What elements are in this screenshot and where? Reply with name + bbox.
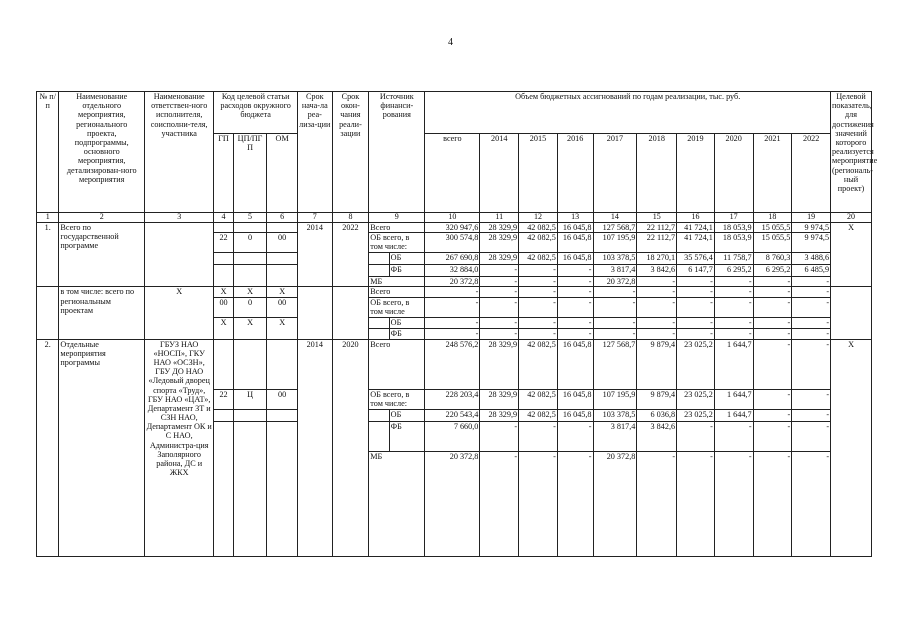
col-year-header: 2019 bbox=[677, 134, 715, 213]
start-year bbox=[297, 287, 332, 339]
value-cell: 6 485,9 bbox=[792, 265, 831, 277]
value-cell: 28 329,9 bbox=[480, 253, 519, 265]
source-cell: ОБ всего, в том числе bbox=[369, 297, 425, 317]
value-cell: 6 036,8 bbox=[637, 409, 677, 421]
source-cell: ОБ всего, в том числе: bbox=[369, 233, 425, 253]
value-cell: 320 947,6 bbox=[425, 223, 480, 233]
column-number: 2 bbox=[59, 213, 145, 223]
value-cell: - bbox=[425, 297, 480, 317]
source-indent bbox=[369, 328, 389, 339]
value-cell: 6 295,2 bbox=[714, 265, 753, 277]
table-cell bbox=[233, 409, 267, 421]
source-cell: Всего bbox=[369, 287, 425, 297]
gp-code: 22 bbox=[214, 389, 233, 409]
value-cell: - bbox=[753, 297, 792, 317]
value-cell: - bbox=[677, 287, 715, 297]
value-cell: 3 817,4 bbox=[593, 265, 637, 277]
executor-cell: ГБУЗ НАО «НОСП», ГКУ НАО «ОСЗН», ГБУ ДО НАО «Ледовый дворец спорта «Труд», ГБУ НАО «ЦАТ», Департамент ЗТ и СЗН НАО, Департамент ОК и С НАО, Администра-ция Заполярного района, ДС и ЖКХ bbox=[145, 339, 214, 556]
value-cell: 300 574,8 bbox=[425, 233, 480, 253]
source-indent bbox=[369, 421, 389, 451]
table-cell bbox=[214, 265, 233, 287]
value-cell: 42 082,5 bbox=[519, 389, 558, 409]
row-number bbox=[37, 287, 59, 339]
cpg-code: 0 bbox=[233, 297, 267, 317]
value-cell: - bbox=[637, 317, 677, 328]
value-cell: - bbox=[677, 451, 715, 556]
value-cell: - bbox=[677, 328, 715, 339]
value-cell: - bbox=[519, 277, 558, 287]
value-cell: - bbox=[519, 317, 558, 328]
value-cell: 127 568,7 bbox=[593, 223, 637, 233]
col-om-header: ОМ bbox=[267, 134, 298, 213]
value-cell: 11 758,7 bbox=[714, 253, 753, 265]
value-cell: - bbox=[557, 297, 593, 317]
value-cell: 42 082,5 bbox=[519, 223, 558, 233]
value-cell: - bbox=[714, 287, 753, 297]
value-cell: 9 974,5 bbox=[792, 223, 831, 233]
target-cell: Х bbox=[831, 223, 872, 287]
gp-code: 00 bbox=[214, 297, 233, 317]
header-row-1 bbox=[37, 92, 872, 134]
program-name: в том числе: всего по региональным проектам bbox=[59, 287, 145, 339]
value-cell: 22 112,7 bbox=[637, 223, 677, 233]
value-cell: - bbox=[792, 421, 831, 451]
start-year: 2014 bbox=[297, 223, 332, 287]
value-cell: 127 568,7 bbox=[593, 339, 637, 389]
source-cell: ФБ bbox=[389, 328, 425, 339]
value-cell: 20 372,8 bbox=[593, 451, 637, 556]
executor-cell: Х bbox=[145, 287, 214, 339]
value-cell: 20 372,8 bbox=[425, 277, 480, 287]
column-number: 13 bbox=[557, 213, 593, 223]
value-cell: - bbox=[753, 277, 792, 287]
col-gp-header: ГП bbox=[214, 134, 233, 213]
value-cell: - bbox=[480, 317, 519, 328]
source-indent bbox=[369, 317, 389, 328]
end-year: 2020 bbox=[332, 339, 369, 556]
value-cell: 42 082,5 bbox=[519, 409, 558, 421]
value-cell: - bbox=[557, 287, 593, 297]
value-cell: - bbox=[480, 297, 519, 317]
start-year: 2014 bbox=[297, 339, 332, 556]
table-row bbox=[37, 287, 872, 297]
col-volume-header: Объем бюджетных ассигнований по годам реализации, тыс. руб. bbox=[425, 92, 831, 134]
value-cell: 220 543,4 bbox=[425, 409, 480, 421]
column-number: 12 bbox=[519, 213, 558, 223]
col-year-header: 2021 bbox=[753, 134, 792, 213]
value-cell: 248 576,2 bbox=[425, 339, 480, 389]
col-year-header: 2018 bbox=[637, 134, 677, 213]
value-cell: - bbox=[714, 297, 753, 317]
table-cell bbox=[267, 421, 298, 556]
om-code: 00 bbox=[267, 233, 298, 253]
value-cell: - bbox=[792, 451, 831, 556]
value-cell: 28 329,9 bbox=[480, 233, 519, 253]
col-start-header: Срок нача-ла реа-лиза-ции bbox=[297, 92, 332, 213]
value-cell: - bbox=[753, 339, 792, 389]
value-cell: 6 295,2 bbox=[753, 265, 792, 277]
value-cell: 16 045,8 bbox=[557, 389, 593, 409]
table-cell bbox=[267, 265, 298, 287]
value-cell: - bbox=[637, 287, 677, 297]
value-cell: - bbox=[519, 297, 558, 317]
value-cell: - bbox=[792, 328, 831, 339]
value-cell: 15 055,5 bbox=[753, 233, 792, 253]
value-cell: - bbox=[425, 328, 480, 339]
value-cell: - bbox=[480, 421, 519, 451]
column-number: 8 bbox=[332, 213, 369, 223]
value-cell: - bbox=[714, 328, 753, 339]
value-cell: 41 724,1 bbox=[677, 223, 715, 233]
value-cell: 35 576,4 bbox=[677, 253, 715, 265]
value-cell: 16 045,8 bbox=[557, 339, 593, 389]
value-cell: - bbox=[637, 297, 677, 317]
value-cell: - bbox=[792, 277, 831, 287]
column-number: 14 bbox=[593, 213, 637, 223]
value-cell: 1 644,7 bbox=[714, 409, 753, 421]
code-x: Х bbox=[214, 287, 233, 297]
value-cell: - bbox=[425, 287, 480, 297]
om-code: 00 bbox=[267, 389, 298, 409]
value-cell: 15 055,5 bbox=[753, 223, 792, 233]
table-cell bbox=[267, 409, 298, 421]
value-cell: 9 879,4 bbox=[637, 339, 677, 389]
value-cell: 228 203,4 bbox=[425, 389, 480, 409]
value-cell: - bbox=[593, 297, 637, 317]
code-cell bbox=[233, 223, 267, 233]
value-cell: 16 045,8 bbox=[557, 223, 593, 233]
value-cell: 23 025,2 bbox=[677, 409, 715, 421]
om-code: 00 bbox=[267, 297, 298, 317]
value-cell: 42 082,5 bbox=[519, 233, 558, 253]
table-cell bbox=[214, 253, 233, 265]
source-cell: ОБ bbox=[389, 253, 425, 265]
col-source-header: Источник финанси-рования bbox=[369, 92, 425, 213]
value-cell: - bbox=[480, 451, 519, 556]
value-cell: - bbox=[753, 317, 792, 328]
col-cpg-header: ЦП/ПГ П bbox=[233, 134, 267, 213]
code-x: Х bbox=[267, 317, 298, 339]
value-cell: - bbox=[557, 421, 593, 451]
value-cell: 32 884,0 bbox=[425, 265, 480, 277]
column-number: 16 bbox=[677, 213, 715, 223]
value-cell: - bbox=[753, 328, 792, 339]
value-cell: - bbox=[519, 287, 558, 297]
value-cell: - bbox=[792, 389, 831, 409]
value-cell: 3 817,4 bbox=[593, 421, 637, 451]
value-cell: - bbox=[557, 317, 593, 328]
value-cell: 16 045,8 bbox=[557, 253, 593, 265]
column-number: 6 bbox=[267, 213, 298, 223]
value-cell: 6 147,7 bbox=[677, 265, 715, 277]
col-target-header: Целевой показатель, для достижения значений которого реализуется мероприятие (региональ-ный проект) bbox=[831, 92, 872, 213]
value-cell: 41 724,1 bbox=[677, 233, 715, 253]
value-cell: 3 842,6 bbox=[637, 421, 677, 451]
value-cell: 28 329,9 bbox=[480, 339, 519, 389]
value-cell: 28 329,9 bbox=[480, 389, 519, 409]
value-cell: - bbox=[557, 265, 593, 277]
value-cell: - bbox=[519, 328, 558, 339]
value-cell: - bbox=[557, 451, 593, 556]
value-cell: - bbox=[637, 277, 677, 287]
source-indent bbox=[369, 253, 389, 265]
value-cell: - bbox=[519, 265, 558, 277]
column-number: 18 bbox=[753, 213, 792, 223]
value-cell: 42 082,5 bbox=[519, 339, 558, 389]
value-cell: 103 378,5 bbox=[593, 409, 637, 421]
executor-cell bbox=[145, 223, 214, 287]
value-cell: - bbox=[792, 339, 831, 389]
value-cell: - bbox=[637, 451, 677, 556]
source-cell: Всего bbox=[369, 223, 425, 233]
value-cell: - bbox=[519, 451, 558, 556]
value-cell: - bbox=[753, 451, 792, 556]
value-cell: 3 842,6 bbox=[637, 265, 677, 277]
col-num-header: № п/п bbox=[37, 92, 59, 213]
value-cell: 28 329,9 bbox=[480, 409, 519, 421]
program-name: Всего по государственной программе bbox=[59, 223, 145, 287]
code-x: Х bbox=[267, 287, 298, 297]
table-cell bbox=[233, 421, 267, 556]
row-number: 2. bbox=[37, 339, 59, 556]
table-cell bbox=[233, 253, 267, 265]
value-cell: 18 053,9 bbox=[714, 233, 753, 253]
value-cell: - bbox=[792, 287, 831, 297]
col-year-header: 2014 bbox=[480, 134, 519, 213]
cpg-code: Ц bbox=[233, 389, 267, 409]
value-cell: 3 488,6 bbox=[792, 253, 831, 265]
column-number: 19 bbox=[792, 213, 831, 223]
value-cell: - bbox=[677, 317, 715, 328]
col-year-header: 2015 bbox=[519, 134, 558, 213]
page-number: 4 bbox=[448, 37, 453, 48]
value-cell: 1 644,7 bbox=[714, 339, 753, 389]
value-cell: - bbox=[792, 317, 831, 328]
value-cell: - bbox=[714, 277, 753, 287]
value-cell: 16 045,8 bbox=[557, 409, 593, 421]
value-cell: - bbox=[753, 421, 792, 451]
code-cell bbox=[267, 223, 298, 233]
code-cell bbox=[233, 339, 267, 389]
value-cell: - bbox=[480, 328, 519, 339]
source-cell: ФБ bbox=[389, 421, 425, 451]
target-cell bbox=[831, 287, 872, 339]
column-number: 7 bbox=[297, 213, 332, 223]
end-year bbox=[332, 287, 369, 339]
column-number: 9 bbox=[369, 213, 425, 223]
value-cell: 7 660,0 bbox=[425, 421, 480, 451]
column-number: 3 bbox=[145, 213, 214, 223]
col-year-header: 2020 bbox=[714, 134, 753, 213]
col-year-header: 2016 bbox=[557, 134, 593, 213]
budget-table bbox=[36, 91, 878, 557]
table-cell bbox=[267, 253, 298, 265]
value-cell: 20 372,8 bbox=[593, 277, 637, 287]
source-indent bbox=[369, 409, 389, 421]
column-number: 20 bbox=[831, 213, 872, 223]
code-cell bbox=[267, 339, 298, 389]
table-cell bbox=[214, 409, 233, 421]
value-cell: - bbox=[753, 409, 792, 421]
source-cell: ОБ bbox=[389, 317, 425, 328]
source-indent bbox=[369, 265, 389, 277]
value-cell: 20 372,8 bbox=[425, 451, 480, 556]
value-cell: - bbox=[557, 328, 593, 339]
code-x: Х bbox=[233, 287, 267, 297]
source-cell: ОБ bbox=[389, 409, 425, 421]
table-row bbox=[37, 339, 872, 389]
value-cell: - bbox=[714, 451, 753, 556]
source-cell: ОБ всего, в том числе: bbox=[369, 389, 425, 409]
value-cell: - bbox=[753, 389, 792, 409]
value-cell: - bbox=[753, 287, 792, 297]
table-row bbox=[37, 223, 872, 233]
value-cell: 18 270,1 bbox=[637, 253, 677, 265]
value-cell: - bbox=[714, 317, 753, 328]
code-x: Х bbox=[214, 317, 233, 339]
row-number: 1. bbox=[37, 223, 59, 287]
col-total-header: всего bbox=[425, 134, 480, 213]
end-year: 2022 bbox=[332, 223, 369, 287]
column-number: 15 bbox=[637, 213, 677, 223]
table-cell bbox=[233, 265, 267, 287]
value-cell: - bbox=[593, 317, 637, 328]
value-cell: - bbox=[714, 421, 753, 451]
column-number: 17 bbox=[714, 213, 753, 223]
table-cell bbox=[214, 421, 233, 556]
value-cell: 103 378,5 bbox=[593, 253, 637, 265]
value-cell: 9 974,5 bbox=[792, 233, 831, 253]
value-cell: - bbox=[557, 277, 593, 287]
value-cell: 9 879,4 bbox=[637, 389, 677, 409]
col-executor-header: Наименование ответствен-ного исполнителя, соисполни-теля, участника bbox=[145, 92, 214, 213]
value-cell: 23 025,2 bbox=[677, 389, 715, 409]
value-cell: - bbox=[425, 317, 480, 328]
value-cell: - bbox=[480, 265, 519, 277]
program-name: Отдельные мероприятия программы bbox=[59, 339, 145, 556]
value-cell: - bbox=[519, 421, 558, 451]
value-cell: - bbox=[593, 328, 637, 339]
value-cell: 8 760,3 bbox=[753, 253, 792, 265]
column-number-row bbox=[37, 213, 872, 223]
value-cell: 23 025,2 bbox=[677, 339, 715, 389]
target-cell: Х bbox=[831, 339, 872, 556]
value-cell: - bbox=[637, 328, 677, 339]
value-cell: 28 329,9 bbox=[480, 223, 519, 233]
source-cell: МБ bbox=[369, 451, 425, 556]
code-cell bbox=[214, 339, 233, 389]
value-cell: 42 082,5 bbox=[519, 253, 558, 265]
col-year-header: 2022 bbox=[792, 134, 831, 213]
value-cell: - bbox=[480, 277, 519, 287]
value-cell: 16 045,8 bbox=[557, 233, 593, 253]
col-end-header: Срок окон-чания реали-зации bbox=[332, 92, 369, 213]
value-cell: - bbox=[480, 287, 519, 297]
column-number: 4 bbox=[214, 213, 233, 223]
value-cell: - bbox=[792, 297, 831, 317]
source-cell: Всего bbox=[369, 339, 425, 389]
value-cell: 107 195,9 bbox=[593, 233, 637, 253]
value-cell: - bbox=[792, 409, 831, 421]
col-year-header: 2017 bbox=[593, 134, 637, 213]
cpg-code: 0 bbox=[233, 233, 267, 253]
column-number: 11 bbox=[480, 213, 519, 223]
source-cell: МБ bbox=[369, 277, 425, 287]
value-cell: 22 112,7 bbox=[637, 233, 677, 253]
column-number: 5 bbox=[233, 213, 267, 223]
code-cell bbox=[214, 223, 233, 233]
col-name-header: Наименование отдельного мероприятия, регионального проекта, подпрограммы, основного мероприятия, детализирован-ного мероприятия bbox=[59, 92, 145, 213]
source-cell: ФБ bbox=[389, 265, 425, 277]
code-x: Х bbox=[233, 317, 267, 339]
gp-code: 22 bbox=[214, 233, 233, 253]
col-code-header: Код целевой статьи расходов окружного бюджета bbox=[214, 92, 298, 134]
value-cell: 267 690,8 bbox=[425, 253, 480, 265]
value-cell: - bbox=[677, 277, 715, 287]
value-cell: 107 195,9 bbox=[593, 389, 637, 409]
value-cell: - bbox=[593, 287, 637, 297]
value-cell: - bbox=[677, 421, 715, 451]
value-cell: 18 053,9 bbox=[714, 223, 753, 233]
value-cell: 1 644,7 bbox=[714, 389, 753, 409]
column-number: 10 bbox=[425, 213, 480, 223]
value-cell: - bbox=[677, 297, 715, 317]
column-number: 1 bbox=[37, 213, 59, 223]
